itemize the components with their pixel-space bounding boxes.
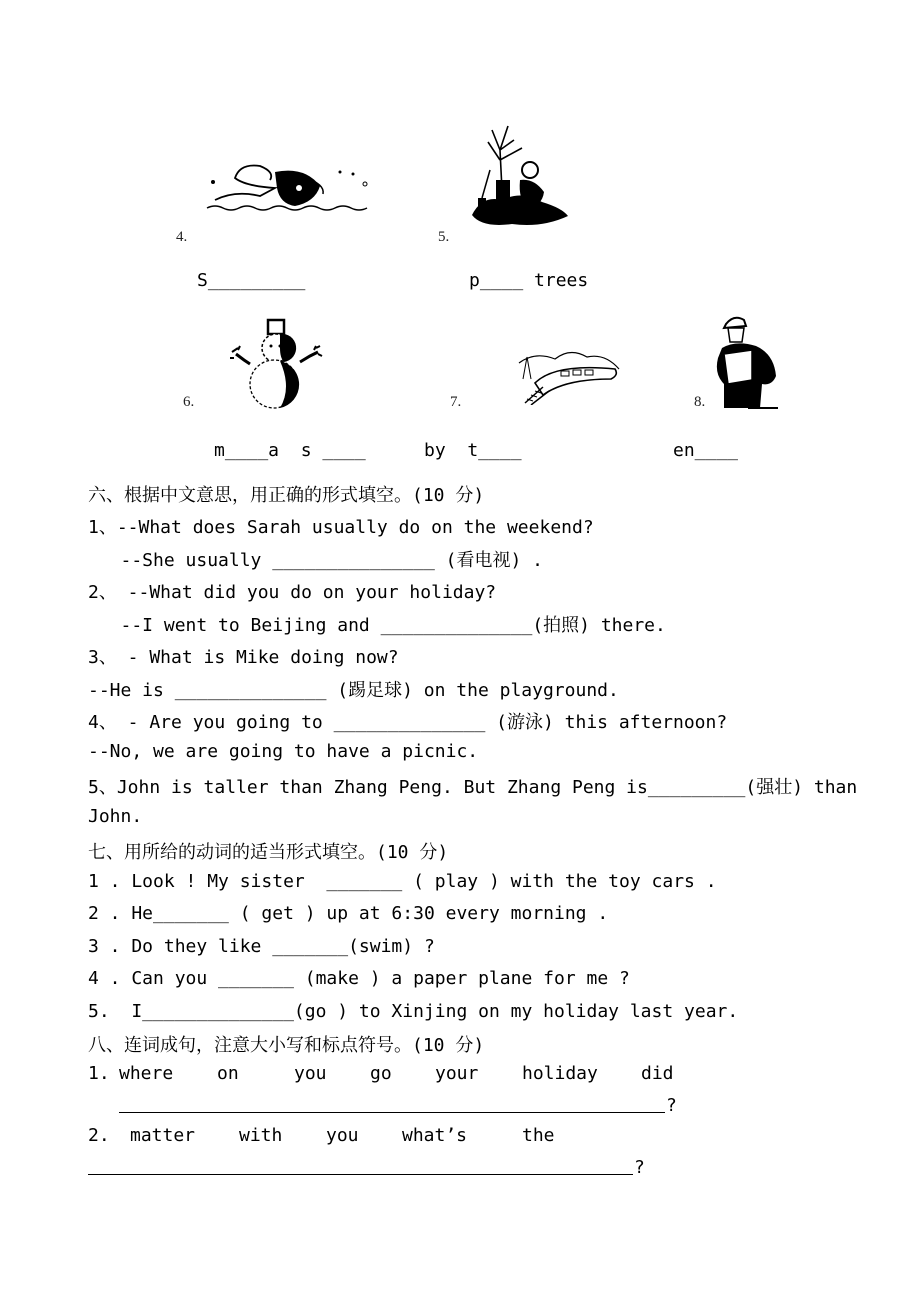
s7-line-4[interactable]: 4 . Can you _______ (make ) a paper plane for me ?	[88, 968, 630, 989]
s8-word: you	[326, 1125, 359, 1146]
s7-line-5[interactable]: 5. I______________(go ) to Xinjing on my holiday last year.	[88, 1001, 739, 1022]
s8-word: with	[239, 1125, 283, 1146]
s6-line-1: 1、--What does Sarah usually do on the weekend?	[88, 517, 594, 538]
snowman-icon	[228, 318, 324, 410]
answer-blank-5[interactable]: p____ trees	[469, 270, 589, 291]
s8-word: on	[217, 1063, 239, 1084]
s6-line-7[interactable]: 4、 - Are you going to ______________ (游泳) this afternoon?	[88, 712, 728, 733]
picture-number: 6.	[183, 394, 195, 410]
answer-line-1[interactable]	[119, 1112, 665, 1113]
s7-line-1[interactable]: 1 . Look ! My sister _______ ( play ) with the toy cars .	[88, 871, 717, 892]
s8-word: what’s	[402, 1125, 468, 1146]
s6-line-3: 2、 --What did you do on your holiday?	[88, 582, 497, 603]
answer-line-2[interactable]	[88, 1174, 633, 1175]
answer-blank-4[interactable]: S_________	[197, 270, 306, 291]
picture-number: 7.	[450, 394, 462, 410]
section-8-title: 八、连词成句，注意大小写和标点符号。(10 分)	[88, 1035, 485, 1056]
s8-word: go	[370, 1063, 392, 1084]
s6-line-10: John.	[88, 806, 143, 827]
s7-line-3[interactable]: 3 . Do they like _______(swim) ?	[88, 936, 435, 957]
planting-trees-icon	[462, 120, 572, 230]
s6-line-2[interactable]: --She usually _______________ (看电视) .	[88, 550, 543, 571]
train-icon	[515, 343, 625, 405]
section-7-title: 七、用所给的动词的适当形式填空。(10 分)	[88, 842, 449, 863]
picture-number: 4.	[176, 229, 188, 245]
s8-word: the	[522, 1125, 555, 1146]
answer-blank-7[interactable]: by t____	[424, 440, 522, 461]
s6-line-6[interactable]: --He is ______________ (踢足球) on the playground.	[88, 680, 619, 701]
s8-item-2-end: ?	[634, 1157, 645, 1178]
s6-line-4[interactable]: --I went to Beijing and ______________(拍照) there.	[88, 615, 666, 636]
s8-word: matter	[130, 1125, 196, 1146]
engineer-icon	[708, 314, 788, 410]
s8-word: holiday	[522, 1063, 598, 1084]
answer-blank-8[interactable]: en____	[673, 440, 739, 461]
s6-line-5: 3、 - What is Mike doing now?	[88, 647, 399, 668]
picture-number: 5.	[438, 229, 450, 245]
s8-item-1-num: 1.	[88, 1063, 110, 1084]
picture-number: 8.	[694, 394, 706, 410]
s8-word: you	[294, 1063, 327, 1084]
section-6-title: 六、根据中文意思，用正确的形式填空。(10 分)	[88, 485, 485, 506]
s8-item-1-end: ?	[666, 1095, 677, 1116]
s8-word: did	[641, 1063, 674, 1084]
s8-item-2-num: 2.	[88, 1125, 110, 1146]
swimming-icon	[205, 158, 375, 214]
s8-word: where	[119, 1063, 174, 1084]
s8-word: your	[435, 1063, 479, 1084]
s6-line-9[interactable]: 5、John is taller than Zhang Peng. But Zhang Peng is_________(强壮) than	[88, 777, 858, 798]
answer-blank-6[interactable]: m____a s ____	[214, 440, 366, 461]
s6-line-8: --No, we are going to have a picnic.	[88, 741, 479, 762]
s7-line-2[interactable]: 2 . He_______ ( get ) up at 6:30 every morning .	[88, 903, 609, 924]
